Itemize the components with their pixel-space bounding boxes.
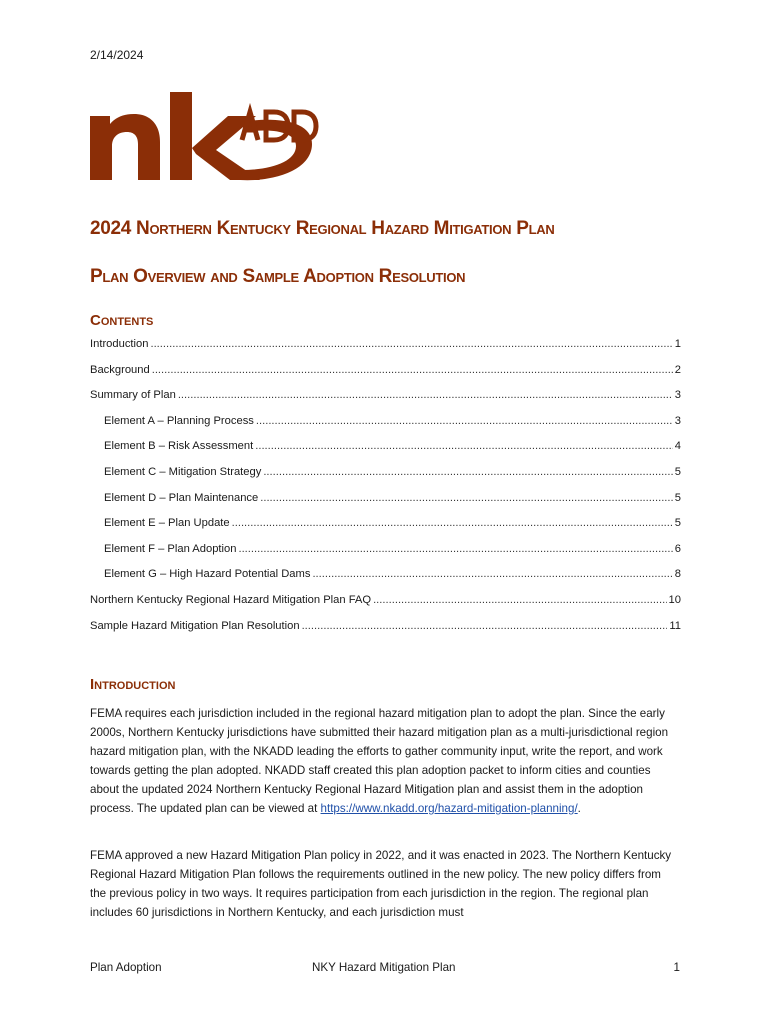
toc-entry-label: Element C – Mitigation Strategy	[104, 465, 262, 478]
toc-entry-label: Element B – Risk Assessment	[104, 440, 254, 453]
toc-entry-label: Element F – Plan Adoption	[104, 542, 237, 555]
toc-entry-page: 4	[674, 440, 681, 453]
nkadd-logo	[90, 92, 320, 182]
toc-leader-dots	[260, 490, 673, 506]
introduction-paragraph-1	[90, 704, 680, 818]
toc-leader-dots	[255, 438, 673, 454]
toc-leader-dots	[232, 515, 673, 531]
toc-entry[interactable]	[90, 462, 681, 488]
toc-entry-label: Background	[90, 363, 150, 376]
toc-entry-page: 3	[674, 414, 681, 427]
toc-leader-dots	[373, 592, 666, 608]
toc-entry-label: Element G – High Hazard Potential Dams	[104, 568, 311, 581]
toc-entry[interactable]	[90, 411, 681, 437]
table-of-contents	[90, 334, 681, 641]
toc-entry-label: Element D – Plan Maintenance	[104, 491, 259, 504]
page-number: 1	[673, 961, 680, 974]
toc-leader-dots	[152, 362, 673, 378]
footer-center: NKY Hazard Mitigation Plan	[312, 961, 456, 974]
toc-entry[interactable]	[90, 334, 681, 360]
toc-entry-label: Sample Hazard Mitigation Plan Resolution	[90, 619, 300, 632]
toc-entry-page: 1	[674, 338, 681, 350]
toc-entry-page: 5	[674, 465, 681, 478]
toc-leader-dots	[312, 566, 672, 582]
toc-entry-page: 5	[674, 517, 681, 530]
toc-leader-dots	[178, 387, 673, 403]
toc-entry[interactable]	[90, 488, 681, 514]
toc-entry-label: Northern Kentucky Regional Hazard Mitigation Plan FAQ	[90, 593, 372, 606]
introduction-paragraph-2: FEMA approved a new Hazard Mitigation Plan policy in 2022, and it was enacted in 2023. The Northern Kentucky Regional Hazard Mitigation Plan follows the requirements outlined in the new policy. The new policy differs from the previous policy in two ways. It requires participation from each jurisdiction in the region. The regional plan includes 60 jurisdictions in Northern Kentucky, and each jurisdiction must	[90, 849, 672, 919]
toc-entry-label: Introduction	[90, 338, 149, 350]
document-title: 2024 Northern Kentucky Regional Hazard Mitigation Plan	[90, 218, 555, 239]
intro-text: FEMA requires each jurisdiction included in the regional hazard mitigation plan to adopt the plan. Since the early 2000s, Northern Kentucky jurisdictions have submitted their hazard mitigation plan as a multi-jurisdictional region hazard mitigation plan, with the NKADD leading the efforts to gather community input, write the report, and work towards getting the plan adopted. NKADD staff created this plan adoption packet to inform cities and counties about the updated 2024 Northern Kentucky Regional Hazard Mitigation plan and assist them in the adoption process. The updated plan can be viewed at	[90, 707, 669, 815]
toc-entry-label: Element A – Planning Process	[104, 414, 254, 427]
plan-link[interactable]: https://www.nkadd.org/hazard-mitigation-planning/	[320, 802, 578, 815]
toc-entry[interactable]	[90, 436, 681, 462]
toc-leader-dots	[302, 618, 668, 634]
toc-entry[interactable]	[90, 539, 681, 565]
toc-entry-label: Summary of Plan	[90, 389, 176, 402]
toc-entry-page: 2	[674, 363, 681, 376]
toc-leader-dots	[238, 541, 672, 557]
document-date: 2/14/2024	[90, 48, 144, 62]
toc-entry-page: 5	[674, 491, 681, 504]
toc-entry[interactable]	[90, 564, 681, 590]
toc-entry-page: 8	[674, 568, 681, 581]
toc-leader-dots	[263, 464, 672, 480]
toc-entry-page: 3	[674, 389, 681, 402]
toc-entry[interactable]	[90, 590, 681, 616]
toc-entry[interactable]	[90, 616, 681, 642]
toc-entry[interactable]	[90, 385, 681, 411]
toc-leader-dots	[256, 413, 673, 429]
introduction-heading: Introduction	[90, 676, 176, 693]
document-subtitle: Plan Overview and Sample Adoption Resolution	[90, 266, 466, 287]
footer-left: Plan Adoption	[90, 961, 162, 974]
contents-heading: Contents	[90, 312, 154, 329]
toc-entry[interactable]	[90, 513, 681, 539]
toc-entry-page: 11	[669, 619, 681, 632]
toc-leader-dots	[150, 336, 672, 352]
intro-period: .	[577, 802, 581, 815]
toc-entry[interactable]	[90, 360, 681, 386]
toc-entry-label: Element E – Plan Update	[104, 517, 230, 530]
toc-entry-page: 10	[668, 593, 681, 606]
toc-entry-page: 6	[674, 542, 681, 555]
